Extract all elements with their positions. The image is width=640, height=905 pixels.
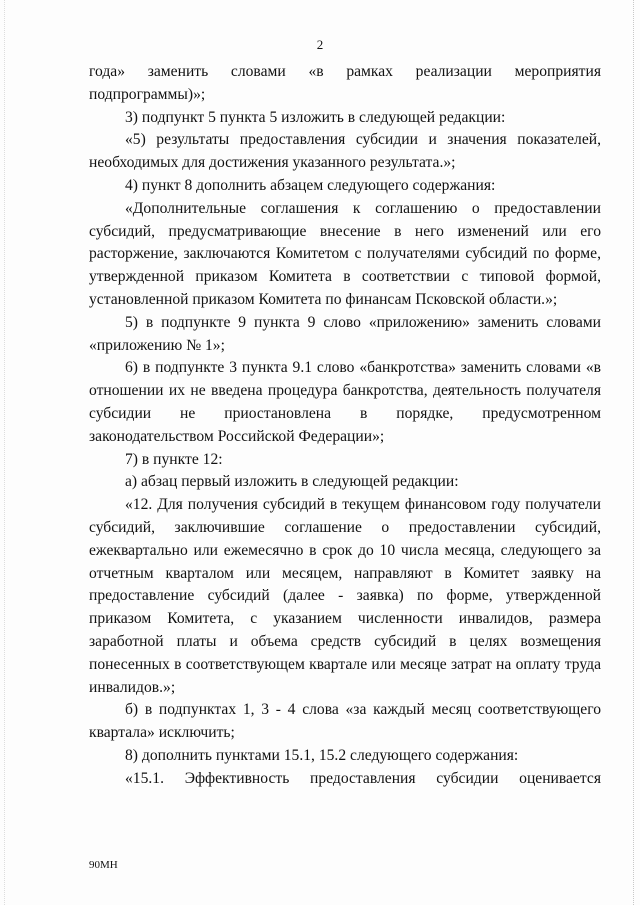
paragraph-subitem-b: б) в подпунктах 1, 3 - 4 слова «за каждый месяц соответствующего квартала» исключить; [89, 701, 601, 742]
paragraph-item-8: 8) дополнить пунктами 15.1, 15.2 следующего содержания: [125, 746, 519, 764]
paragraph-quote-additional-agreements: «Дополнительные соглашения к соглашению о предоставлении субсидий, предусматривающие внесение в него изменений или его расторжение, заключаются Комитетом с получателями субсидий по форме, утвержденной приказом Комитета в соответствии с типовой формой, установленной приказом Комитета по финансам Псковской области.»; [89, 199, 601, 308]
scan-edge-left [4, 0, 5, 905]
page-number: 2 [316, 37, 324, 52]
paragraph-continuation: года» заменить словами «в рамках реализации мероприятия [89, 63, 601, 80]
paragraph-quote-15-1: «15.1. Эффективность предоставления субсидии оценивается [125, 769, 601, 787]
footer-code: 90МН [89, 859, 118, 871]
paragraph-item-7: 7) в пункте 12: [125, 450, 223, 468]
paragraph-continuation-end: подпрограммы)»; [89, 85, 206, 103]
paragraph-item-6: 6) в подпункте 3 пункта 9.1 слово «банкротства» заменить словами «в отношении их не введена процедура банкротства, деятельность получателя субсидии не приостановлена в порядке, предусмотренном законодательством Российской Федерации»; [89, 359, 601, 445]
scan-edge-right [633, 0, 634, 905]
paragraph-quote-12: «12. Для получения субсидий в текущем финансовом году получатели субсидий, заключившие соглашение о предоставлении субсидий, ежеквартально или ежемесячно в срок до 10 числа месяца, следующего за отчетным кварталом или месяцем, направляют в Комитет заявку на предоставление субсидий (далее - заявка) по форме, утвержденной приказом Комитета, с указанием численности инвалидов, размера заработной платы и объема средств субсидий в целях возмещения понесенных в соответствующем квартале или месяце затрат на оплату труда инвалидов.»; [89, 496, 601, 696]
paragraph-item-4: 4) пункт 8 дополнить абзацем следующего содержания: [125, 176, 496, 194]
paragraph-item-3: 3) подпункт 5 пункта 5 изложить в следующей редакции: [125, 108, 506, 126]
paragraph-subitem-a: а) абзац первый изложить в следующей редакции: [125, 473, 459, 491]
document-body [89, 61, 601, 791]
paragraph-quote-5: «5) результаты предоставления субсидии и значения показателей, необходимых для достижения указанного результата.»; [89, 131, 601, 172]
paragraph-item-5: 5) в подпункте 9 пункта 9 слово «приложению» заменить словами «приложению № 1»; [89, 313, 601, 354]
